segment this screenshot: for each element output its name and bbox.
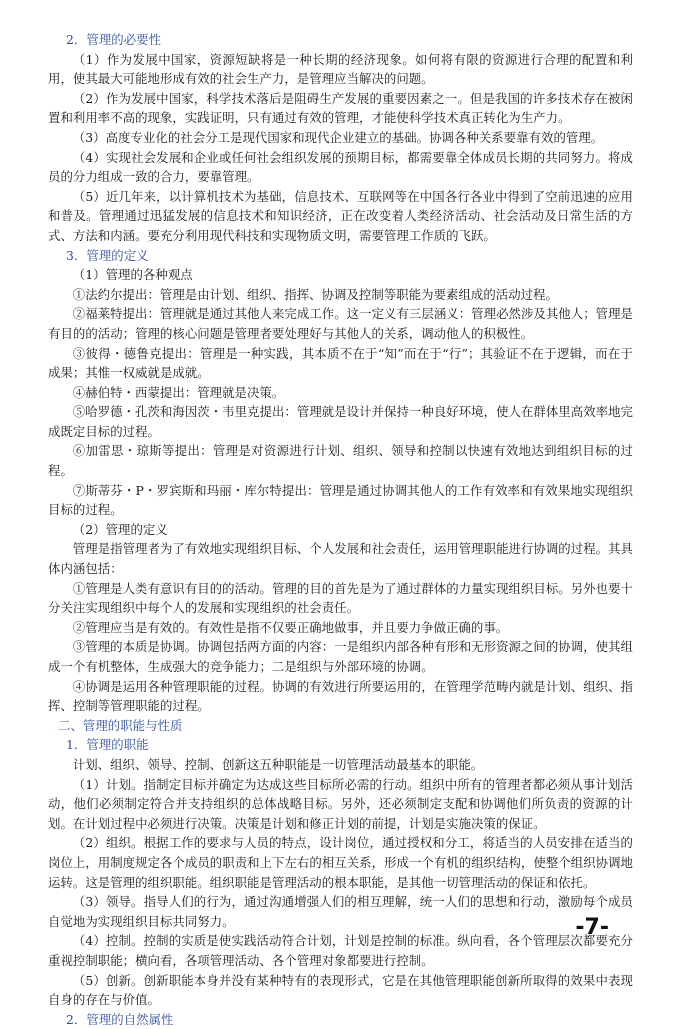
paragraph: （5）创新。创新职能本身并没有某种特有的表现形式，它是在其他管理职能创新所取得的效果中表现自身的存在与价值。	[48, 972, 633, 1008]
subheading: （2）管理的定义	[72, 521, 168, 537]
paragraph: （1）计划。指制定目标并确定为达成这些目标所必需的行动。组织中所有的管理者都必须从事计划活动，他们必须制定符合并支持组织的总体战略目标。另外，还必须制定支配和协调他们所负责的资源的计划。在计划过程中必须进行决策。决策是计划和修正计划的前提，计划是实施决策的保证。	[48, 776, 633, 831]
paragraph: （4）控制。控制的实质是使实践活动符合计划，计划是控制的标准。纵向看，各个管理层次都要充分重视控制职能；横向看，各项管理活动、各个管理对象都要进行控制。	[48, 933, 633, 968]
paragraph: （2）作为发展中国家，科学技术落后是阻碍生产发展的重要因素之一。但是我国的许多技术存在被闲置和利用率不高的现象，实践证明，只有通过有效的管理，才能使科学技术真正转化为生产力。	[48, 90, 633, 126]
paragraph: （4）实现社会发展和企业或任何社会组织发展的预期目标，都需要靠全体成员长期的共同努力。将成员的分力组成一致的合力，要靠管理。	[48, 149, 633, 185]
list-item: ③彼得・德鲁克提出：管理是一种实践，其本质不在于“知”而在于“行”；其验证不在于逻辑，而在于成果；其惟一权威就是成就。	[48, 345, 633, 381]
section-heading: 3．管理的定义	[66, 247, 149, 263]
paragraph: 管理是指管理者为了有效地实现组织目标、个人发展和社会责任，运用管理职能进行协调的过程。其具体内涵包括：	[48, 541, 633, 577]
paragraph: （3）高度专业化的社会分工是现代国家和现代企业建立的基础。协调各种关系要靠有效的管理。	[72, 129, 604, 145]
section-heading: 2．管理的自然属性	[66, 1011, 174, 1027]
list-item: ④协调是运用各种管理职能的过程。协调的有效进行所要运用的，在管理学范畴内就是计划、组织、指挥、控制等管理职能的过程。	[48, 678, 633, 714]
list-item: ⑥加雷思・琼斯等提出：管理是对资源进行计划、组织、领导和控制以快速有效地达到组织目标的过程。	[48, 443, 633, 479]
section-heading: 2．管理的必要性	[66, 32, 162, 47]
section-heading: 1．管理的职能	[66, 737, 149, 753]
paragraph: （2）组织。根据工作的要求与人员的特点，设计岗位，通过授权和分工，将适当的人员安排在适当的岗位上，用制度规定各个成员的职责和上下左右的相互关系，形成一个有机的组织结构，使整个组织协调地运转。这是管理的组织职能。组织职能是管理活动的根本职能，是其他一切管理活动的保证和依托。	[48, 835, 633, 890]
paragraph: （1）作为发展中国家，资源短缺将是一种长期的经济现象。如何将有限的资源进行合理的配置和利用，使其最大可能地形成有效的社会生产力，是管理应当解决的问题。	[48, 51, 633, 87]
paragraph: （3）领导。指导人们的行为，通过沟通增强人们的相互理解，统一人们的思想和行动，激励每个成员自觉地为实现组织目标共同努力。	[48, 894, 633, 929]
paragraph: 计划、组织、领导、控制、创新这五种职能是一切管理活动最基本的职能。	[72, 756, 484, 772]
list-item: ②管理应当是有效的。有效性是指不仅要正确地做事，并且要力争做正确的事。	[72, 619, 509, 635]
page-body	[48, 30, 633, 1029]
list-item: ①法约尔提出：管理是由计划、组织、指挥、协调及控制等职能为要素组成的活动过程。	[72, 286, 558, 302]
list-item: ②福莱特提出：管理就是通过其他人来完成工作。这一定义有三层涵义：管理必然涉及其他人；管理是有目的的活动；管理的核心问题是管理者要处理好与其他人的关系，调动他人的积极性。	[48, 306, 633, 341]
list-item: ①管理是人类有意识有目的的活动。管理的目的首先是为了通过群体的力量实现组织目标。另外也要十分关注实现组织中每个人的发展和实现组织的社会责任。	[48, 580, 633, 616]
chapter-heading: 二、管理的职能与性质	[58, 717, 183, 733]
paragraph: （5）近几年来，以计算机技术为基础，信息技术、互联网等在中国各行各业中得到了空前迅速的应用和普及。管理通过迅猛发展的信息技术和知识经济，正在改变着人类经济活动、社会活动及日常生活的方式、方法和内涵。要充分利用现代科技和实现物质文明，需要管理工作质的飞跃。	[48, 188, 633, 243]
list-item: ⑤哈罗德・孔茨和海因茨・韦里克提出：管理就是设计并保持一种良好环境，使人在群体里高效率地完成既定目标的过程。	[48, 404, 633, 439]
list-item: ⑦斯蒂芬・P・罗宾斯和玛丽・库尔特提出：管理是通过协调其他人的工作有效率和有效果地实现组织目标的过程。	[48, 482, 633, 518]
list-item: ④赫伯特・西蒙提出：管理就是决策。	[72, 384, 285, 400]
list-item: ③管理的本质是协调。协调包括两方面的内容：一是组织内部各种有形和无形资源之间的协调，使其组成一个有机整体，生成强大的竞争能力；二是组织与外部环境的协调。	[48, 639, 633, 674]
page-number: -7-	[575, 915, 609, 940]
subheading: （1）管理的各种观点	[72, 267, 193, 283]
